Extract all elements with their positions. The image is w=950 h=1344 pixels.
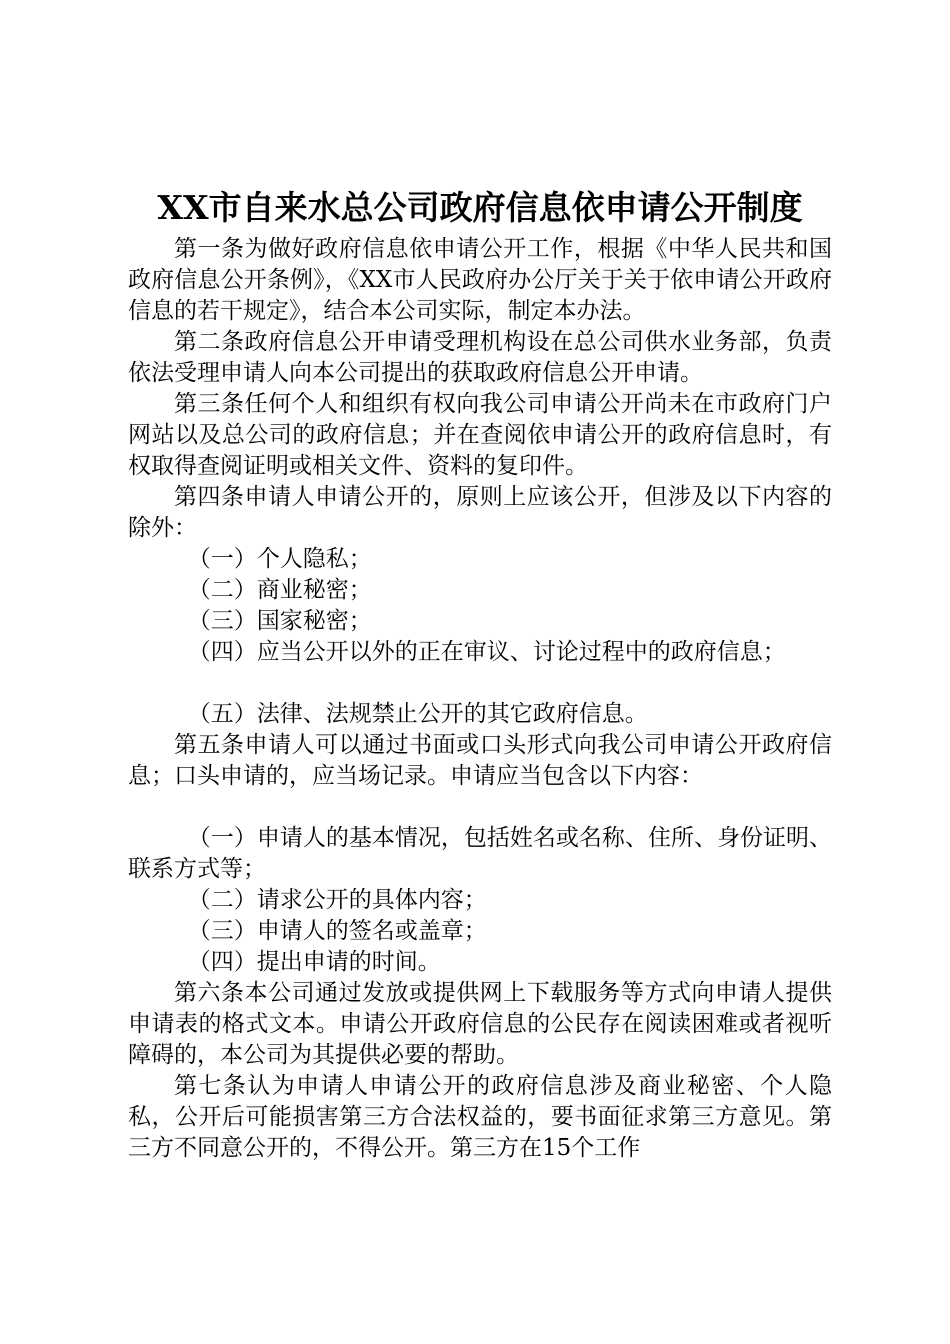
list-item: （一）个人隐私； <box>187 546 372 572</box>
article-paragraph: 第二条政府信息公开申请受理机构设在总公司供水业务部，负责依法受理申请人向本公司提出的获取政府信息公开申请。 <box>128 329 832 386</box>
article-paragraph: 第五条申请人可以通过书面或口头形式向我公司申请公开政府信息；口头申请的，应当场记录。申请应当包含以下内容： <box>128 732 832 789</box>
document-title: XX市自来水总公司政府信息依申请公开制度 <box>157 188 803 227</box>
document-body <box>128 234 832 1164</box>
article-paragraph: 第六条本公司通过发放或提供网上下载服务等方式向申请人提供申请表的格式文本。申请公开政府信息的公民存在阅读困难或者视听障碍的，本公司为其提供必要的帮助。 <box>128 980 832 1068</box>
list-item: （五）法律、法规禁止公开的其它政府信息。 <box>187 701 648 727</box>
list-item: （三）申请人的签名或盖章； <box>187 918 487 944</box>
list-item: （四）提出申请的时间。 <box>187 949 441 975</box>
list-item: （三）国家秘密； <box>187 608 372 634</box>
list-item: （二）商业秘密； <box>187 577 372 603</box>
list-item: （一）申请人的基本情况，包括姓名或名称、住所、身份证明、联系方式等； <box>128 825 832 882</box>
document-page <box>128 186 832 1164</box>
list-item: （四）应当公开以外的正在审议、讨论过程中的政府信息； <box>187 639 786 665</box>
list-item: （二）请求公开的具体内容； <box>187 887 487 913</box>
article-paragraph: 第七条认为申请人申请公开的政府信息涉及商业秘密、个人隐私，公开后可能损害第三方合法权益的，要书面征求第三方意见。第三方不同意公开的，不得公开。第三方在15个工作 <box>128 1073 832 1161</box>
article-paragraph: 第三条任何个人和组织有权向我公司申请公开尚未在市政府门户网站以及总公司的政府信息；并在查阅依申请公开的政府信息时，有权取得查阅证明或相关文件、资料的复印件。 <box>128 391 832 479</box>
article-paragraph: 第四条申请人申请公开的，原则上应该公开，但涉及以下内容的除外： <box>128 484 832 541</box>
article-paragraph: 第一条为做好政府信息依申请公开工作，根据《中华人民共和国政府信息公开条例》，《XX市人民政府办公厅关于关于依申请公开政府信息的若干规定》，结合本公司实际，制定本办法。 <box>128 236 832 324</box>
